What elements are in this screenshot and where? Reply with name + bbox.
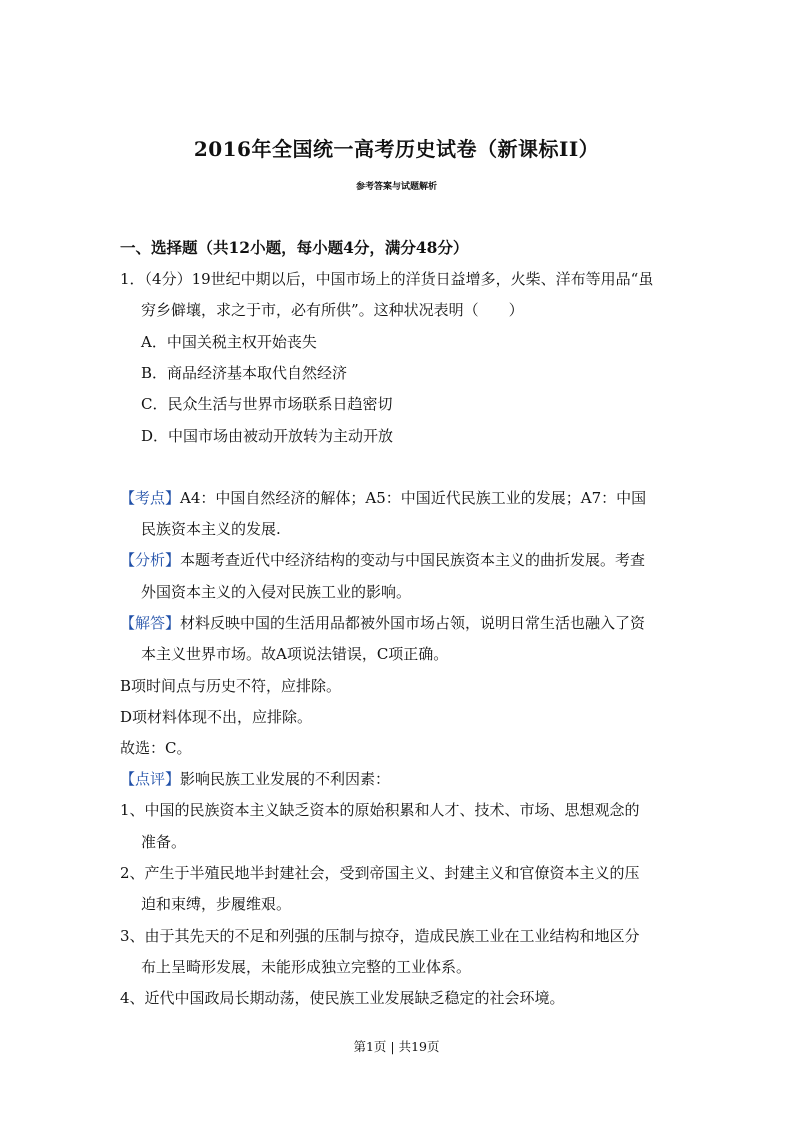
dianping-item-2-line-1: 2、产生于半殖民地半封建社会，受到帝国主义、封建主义和官僚资本主义的压 <box>120 864 640 882</box>
page-footer: 第1页 | 共19页 <box>353 1039 440 1054</box>
page-title: 2016年全国统一高考历史试卷（新课标II） <box>193 137 600 161</box>
fenxi-line-2: 外国资本主义的入侵对民族工业的影响。 <box>141 583 412 601</box>
dianping-item-3-line-1: 3、由于其先天的不足和列强的压制与掠夺，造成民族工业在工业结构和地区分 <box>120 927 640 945</box>
kaodian-tag: 【考点】 <box>120 489 181 507</box>
option-d: D．中国市场由被动开放转为主动开放 <box>141 427 394 445</box>
option-a: A．中国关税主权开始丧失 <box>141 333 317 351</box>
option-c: C．民众生活与世界市场联系日趋密切 <box>141 395 393 413</box>
fenxi-text: 本题考查近代中经济结构的变动与中国民族资本主义的曲折发展。考查 <box>180 551 646 569</box>
fenxi-tag: 【分析】 <box>120 551 181 569</box>
question-stem-line-1: 1．（4分）19世纪中期以后，中国市场上的洋货日益增多，火柴、洋布等用品“虽 <box>120 270 654 288</box>
jieda-line-2: 本主义世界市场。故A项说法错误，C项正确。 <box>141 645 449 663</box>
dianping-item-1-line-1: 1、中国的民族资本主义缺乏资本的原始积累和人才、技术、市场、思想观念的 <box>120 801 640 819</box>
fenxi-line-1 <box>120 550 645 570</box>
dianping-intro: 影响民族工业发展的不利因素： <box>180 770 391 788</box>
jieda-line-5: 故选：C。 <box>120 739 192 757</box>
dianping-item-4-line-1: 4、近代中国政局长期动荡，使民族工业发展缺乏稳定的社会环境。 <box>120 989 565 1007</box>
dianping-item-1-line-2: 准备。 <box>141 833 187 851</box>
jieda-line-1 <box>120 613 645 633</box>
jieda-text: 材料反映中国的生活用品都被外国市场占领，说明日常生活也融入了资 <box>180 614 646 632</box>
dianping-item-3-line-2: 布上呈畸形发展，未能形成独立完整的工业体系。 <box>141 958 472 976</box>
dianping-line-1 <box>120 769 390 789</box>
question-stem-line-2: 穷乡僻壤，求之于市，必有所供”。这种状况表明（ ） <box>141 301 524 319</box>
option-b: B．商品经济基本取代自然经济 <box>141 364 348 382</box>
dianping-tag: 【点评】 <box>120 770 181 788</box>
kaodian-line-2: 民族资本主义的发展. <box>141 520 281 538</box>
section-heading: 一、选择题（共12小题，每小题4分，满分48分） <box>120 238 469 257</box>
page-subtitle: 参考答案与试题解析 <box>355 182 437 192</box>
jieda-tag: 【解答】 <box>120 614 181 632</box>
jieda-line-4: D项材料体现不出，应排除。 <box>120 708 313 726</box>
jieda-line-3: B项时间点与历史不符，应排除。 <box>120 677 342 695</box>
kaodian-text: A4：中国自然经济的解体；A5：中国近代民族工业的发展；A7：中国 <box>180 489 647 507</box>
dianping-item-2-line-2: 迫和束缚，步履维艰。 <box>141 895 292 913</box>
kaodian-line-1 <box>120 488 646 508</box>
